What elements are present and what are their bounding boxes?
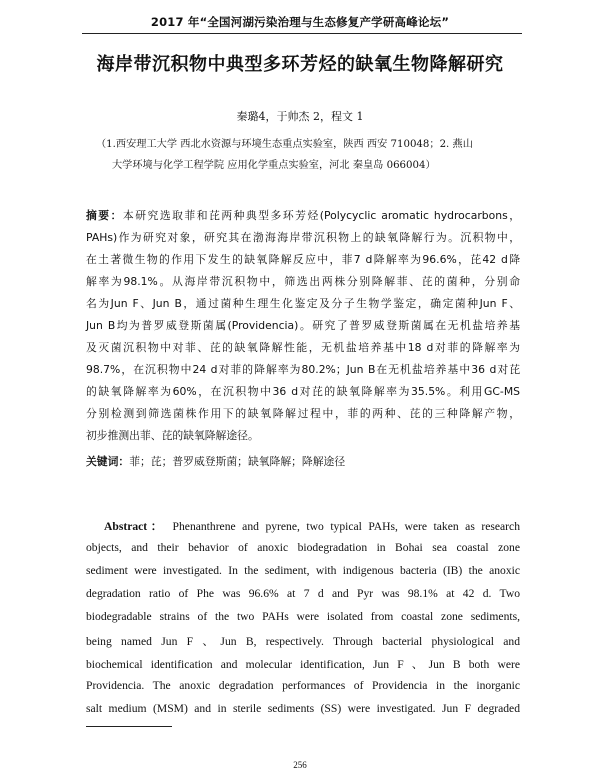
- abstract-cn-line: [86, 208, 520, 223]
- footnote-rule: [86, 726, 172, 727]
- abstract-cn-line: 初步推测出菲、芘的缺氧降解途径。: [86, 429, 259, 442]
- abstract-cn-line: Jun B均为普罗威登斯菌属(Providencia)。研究了普罗威登斯菌属在无机盐培养基: [86, 319, 520, 332]
- abstract-en-line: objects, and their behavior of anoxic biodegradation in Bohai sea coastal zone: [86, 541, 520, 554]
- abstract-en-line: degradation ratio of Phe was 96.6% at 7 d and Pyr was 98.1% at 42 d. Two: [86, 587, 520, 600]
- abstract-en-line: salt medium (MSM) and in sterile sediments (SS) were investigated. Jun F degraded: [86, 702, 520, 715]
- keywords-cn-text: 菲；芘；普罗威登斯菌；缺氧降解；降解途径: [129, 455, 346, 468]
- affiliation-line: （1.西安理工大学 西北水资源与环境生态重点实验室，陕西 西安 710048；2. 燕山: [96, 139, 473, 150]
- abstract-cn-text: 本研究选取菲和芘两种典型多环芳烃(Polycyclic aromatic hydrocarbons，: [122, 209, 521, 222]
- abstract-cn-line: 解率为98.1%。从海岸带沉积物中，筛选出两株分别降解菲、芘的菌种，分别命: [86, 275, 520, 288]
- abstract-cn-line: 及灭菌沉积物中对菲、芘的缺氧降解性能，无机盐培养基中18 d对菲的降解率为: [86, 341, 520, 354]
- affiliation-line: 大学环境与化学工程学院 应用化学重点实验室，河北 秦皇岛 066004）: [112, 160, 436, 171]
- paper-title: 海岸带沉积物中典型多环芳烃的缺氧生物降解研究: [96, 54, 504, 75]
- abstract-cn-line: 名为Jun F、Jun B，通过菌种生理生化鉴定及分子生物学鉴定，确定菌种Jun F、: [86, 297, 520, 310]
- page-number: 256: [293, 760, 307, 770]
- keywords-cn-label: 关键词：: [86, 455, 130, 468]
- author-list: 秦璐4，于帅杰 2，程文 1: [236, 110, 364, 123]
- header-rule: [82, 33, 522, 34]
- abstract-en-line: being named Jun F 、Jun B, respectively. Through bacterial physiological and: [86, 635, 520, 648]
- abstract-en-line: biodegradable strains of the two PAHs were isolated from coastal zone sediments,: [86, 610, 520, 623]
- abstract-cn-line: 98.7%，在沉积物中24 d对菲的降解率为80.2%；Jun B在无机盐培养基中36 d对芘: [86, 363, 520, 376]
- abstract-cn-line: 在土著微生物的作用下发生的缺氧降解反应中，菲7 d降解率为96.6%，芘42 d降: [86, 253, 520, 266]
- abstract-cn-line: 分别检测到筛选菌株作用下的缺氧降解过程中，菲的两种、芘的三种降解产物，: [86, 407, 520, 420]
- running-head: 2017 年“全国河湖污染治理与生态修复产学研高峰论坛”: [150, 15, 450, 29]
- abstract-cn-line: 的缺氧降解率为60%，在沉积物中36 d对芘的缺氧降解率为35.5%。利用GC-MS: [86, 385, 520, 398]
- abstract-en-line: sediment were investigated. In the sediment, with indigenous bacteria (IB) the anoxic: [86, 564, 520, 577]
- abstract-cn-line: PAHs)作为研究对象，研究其在渤海海岸带沉积物上的缺氧降解行为。沉积物中，: [86, 231, 520, 244]
- abstract-en-label: Abstract：: [104, 520, 167, 533]
- abstract-cn-label: 摘要：: [86, 209, 123, 222]
- abstract-en-text: Phenanthrene and pyrene, two typical PAHs, were taken as research: [172, 520, 520, 533]
- abstract-en-line: [104, 518, 520, 534]
- abstract-en-line: Providencia. The anoxic degradation performances of Providencia in the inorganic: [86, 679, 520, 692]
- keywords-cn: [86, 454, 520, 469]
- abstract-en-line: biochemical identification and molecular identification, Jun F 、Jun B both were: [86, 658, 520, 671]
